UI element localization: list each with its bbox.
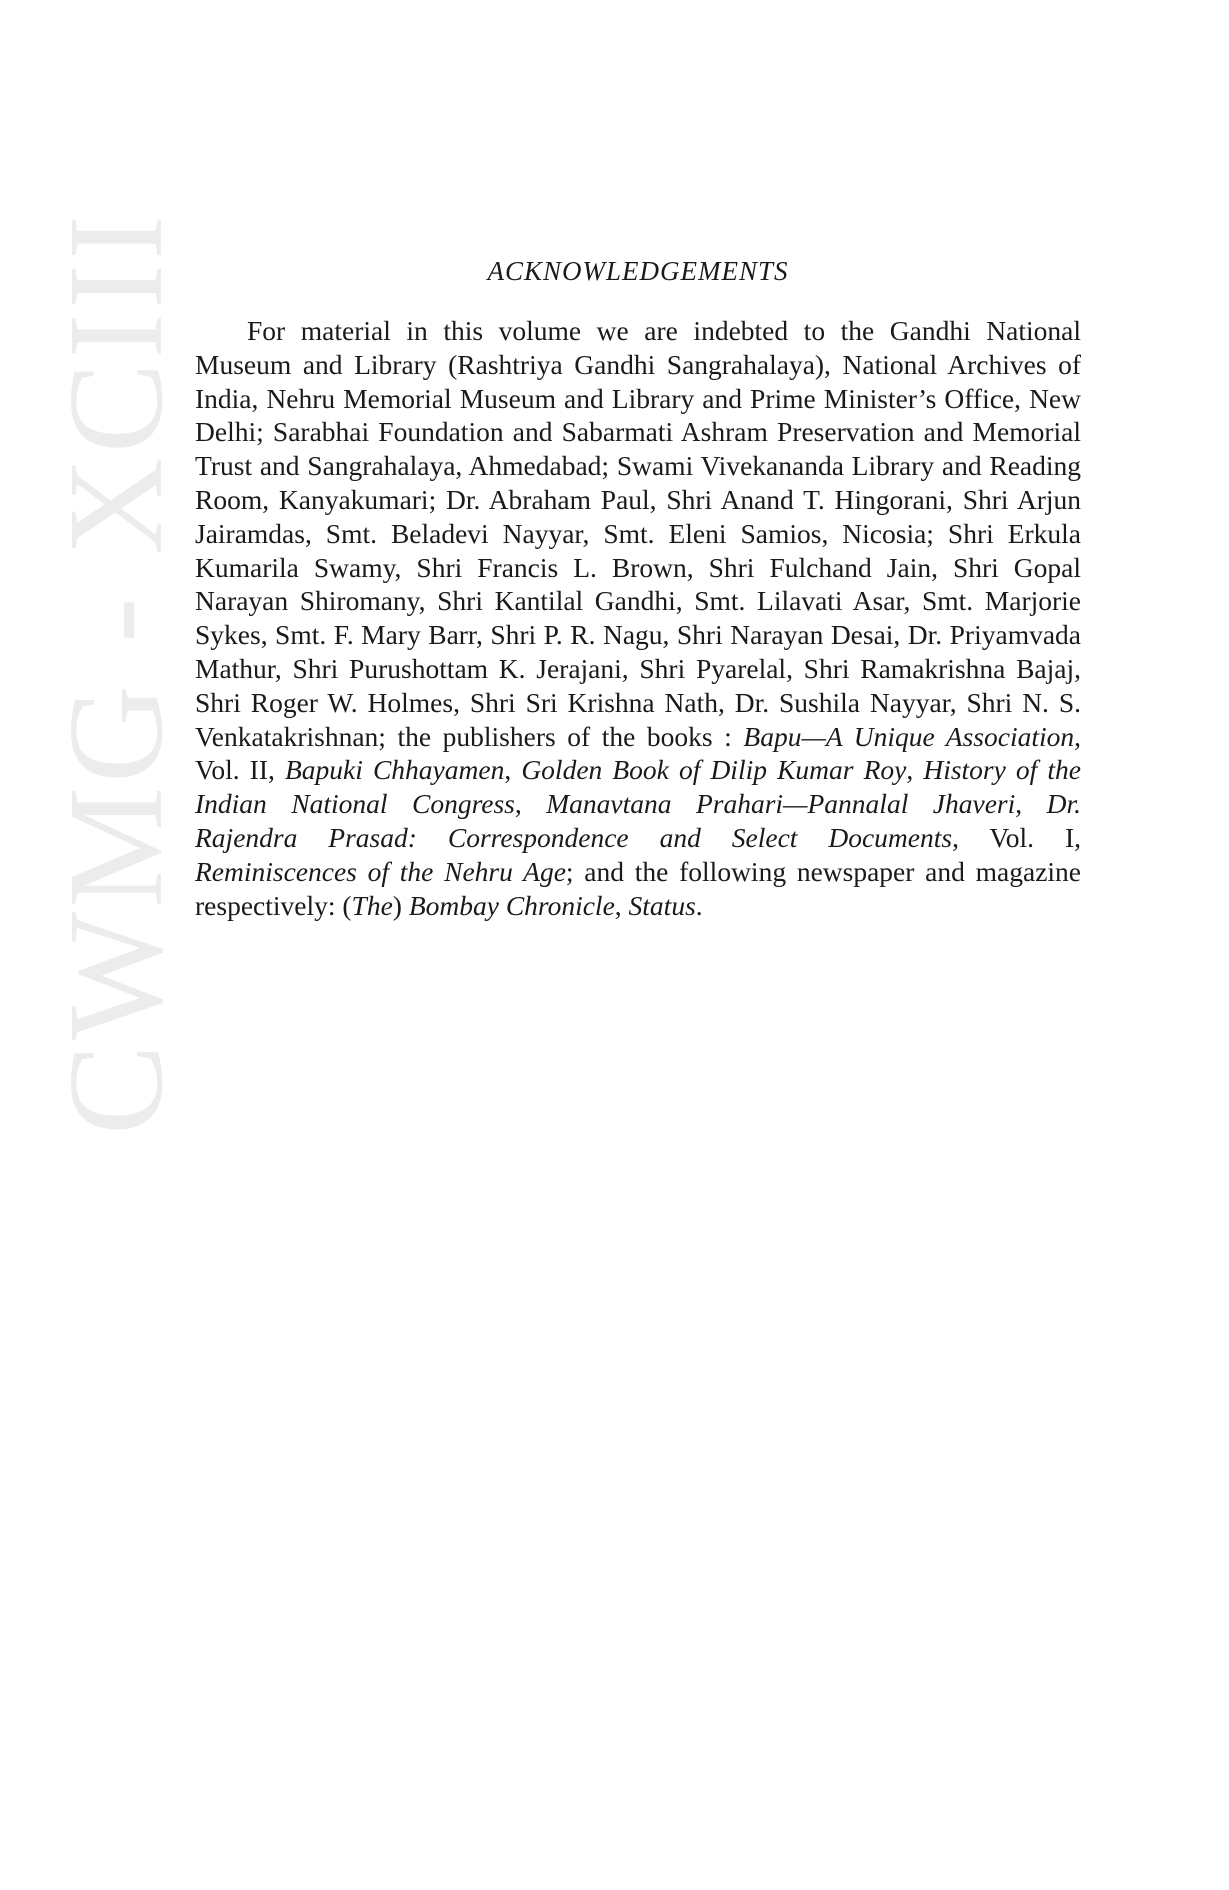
italic-title-segment: Dr. Rajendra Prasad: Correspondence and Select Documents (195, 788, 1081, 853)
italic-title-segment: The (351, 889, 393, 921)
watermark-text: CWMG - XCIII (41, 210, 191, 1135)
text-segment: , (504, 754, 522, 786)
acknowledgements-paragraph (195, 314, 1081, 922)
text-segment: , (614, 889, 629, 921)
italic-title-segment: Manavtana Prahari—Pannalal Jhaveri (546, 788, 1016, 820)
italic-title-segment: Bapu—A Unique Association (743, 720, 1075, 752)
italic-title-segment: History of the Indian National Congress (195, 754, 1082, 820)
text-segment: , (906, 754, 924, 786)
italic-title-segment: Bapuki Chhayamen (284, 754, 505, 786)
text-segment: For material in this volume we are indebted to the Gandhi National Museum and Library (Rashtriya Gandhi Sangrahalaya), National Archives of India, Nehru Memorial Museum and Library and Prime Minister’s Office, New Delhi; Sarabhai Foundation and Sabarmati Ashram Preservation and Memorial Trust and Sangrahalaya, Ahmedabad; Swami Vivekananda Library and Reading Room, Kanyakumari; Dr. Abraham Paul, Shri Anand T. Hingorani, Shri Arjun Jairamdas, Smt. Beladevi Nayyar, Smt. Eleni Samios, Nicosia; Shri Erkula Kumarila Swamy, Shri Francis L. Brown, Shri Fulchand Jain, Shri Gopal Narayan Shiromany, Shri Kantilal Gandhi, Smt. Lilavati Asar, Smt. Marjorie Sykes, Smt. F. Mary Barr, Shri P. R. Nagu, Shri Narayan Desai, Dr. Priyamvada Mathur, Shri Purushottam K. Jerajani, Shri Pyarelal, Shri Ramakrishna Bajaj, Shri Roger W. Holmes, Shri Sri Krishna Nath, Dr. Sushila Nayyar, Shri N. S. Venkatakrishnan; the publishers of the books : (195, 315, 1081, 752)
text-segment: . (695, 889, 703, 921)
text-segment: , (514, 788, 547, 820)
italic-title-segment: Golden Book of Dilip Kumar Roy (521, 754, 907, 786)
text-segment: ; and the following newspaper and magazine respectively: ( (195, 855, 1081, 921)
text-segment: , Vol. I, (952, 821, 1081, 853)
text-segment: , Vol. II, (195, 720, 1082, 786)
page-title: ACKNOWLEDGEMENTS (487, 256, 789, 286)
text-segment: ) (392, 889, 409, 921)
italic-title-segment: Reminiscences of the Nehru Age (195, 855, 566, 887)
italic-title-segment: Bombay Chronicle (408, 889, 615, 921)
text-segment: , (1015, 788, 1047, 820)
italic-title-segment: Status (628, 889, 696, 921)
